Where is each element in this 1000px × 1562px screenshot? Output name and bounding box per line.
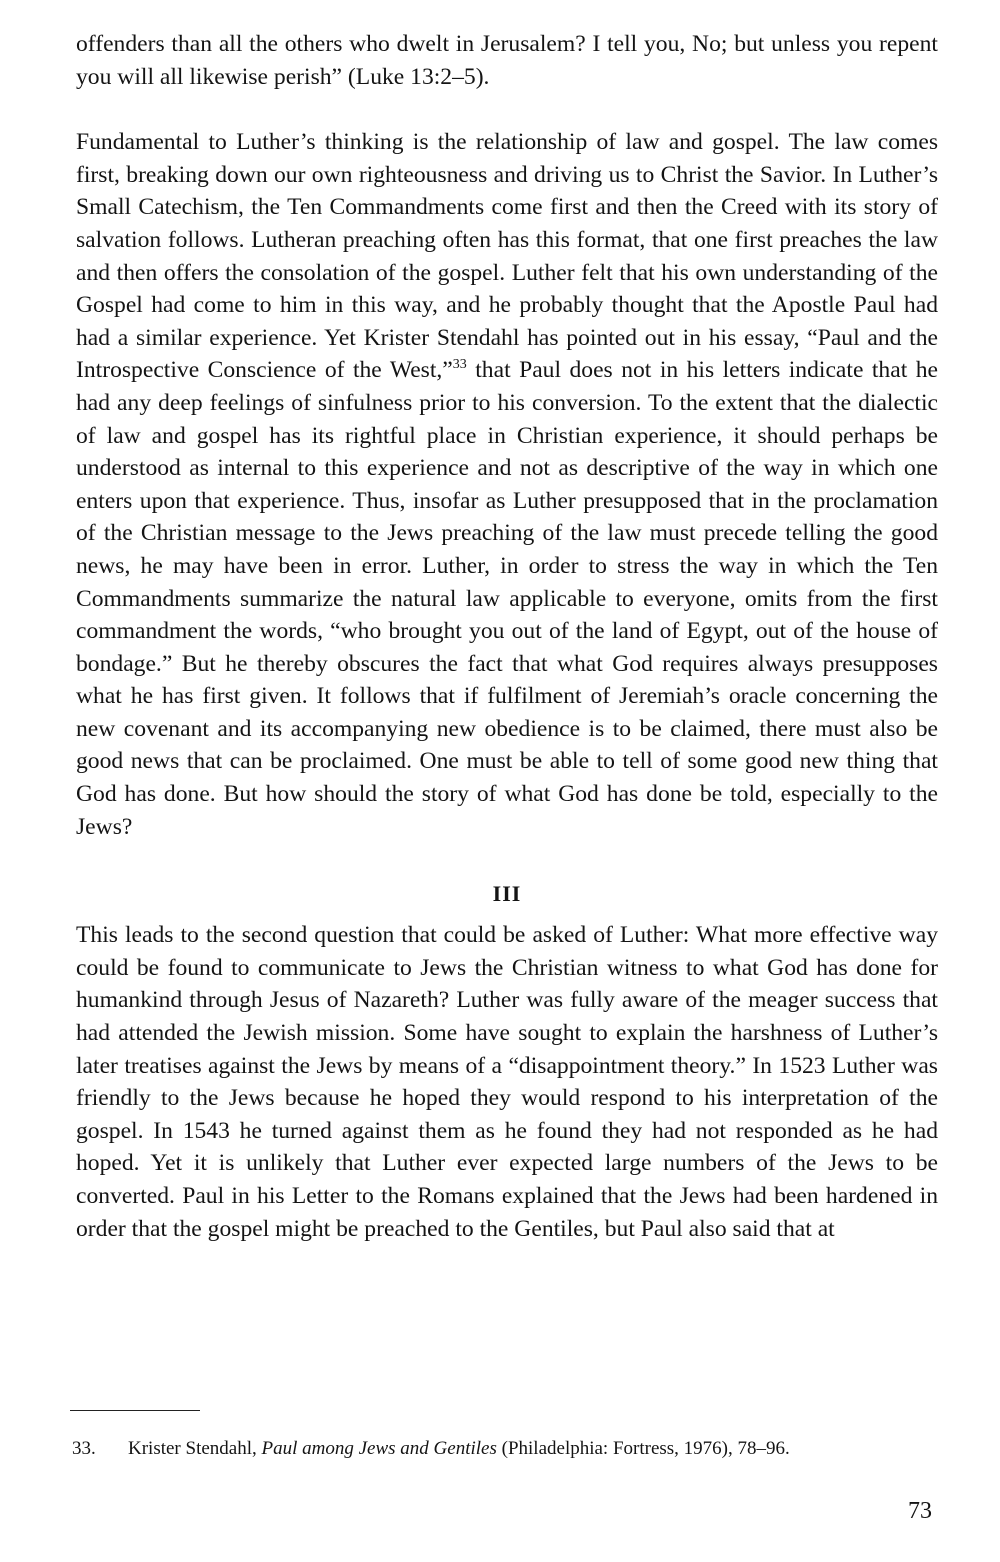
section-heading: III — [492, 881, 522, 907]
footnote-number: 33. — [72, 1438, 96, 1459]
paragraph-text-after-ref: that Paul does not in his letters indicate that he had any deep feelings of sinfulness prior to his conversion. To the extent that the dialectic of law and gospel has its rightful place in Christian experience, it should perhaps be understood as internal to this experience and not as descriptive of the way in which one enters upon that experience. Thus, insofar as Luther presupposed that in the proclamation of the Christian message to the Jews preaching of the law must precede telling the good news, he may have been in error. Luther, in order to stress the way in which the Ten Commandments summarize the natural law applicable to everyone, omits from the first commandment the words, “who brought you out of the land of Egypt, out of the house of bondage.” But he thereby obscures the fact that what God requires always presupposes what he has first given. It follows that if fulfilment of Jeremiah’s oracle concerning the new covenant and its accompanying new obedience is to be claimed, there must also be good news that can be proclaimed. One must be able to tell of some good new thing that God has done. But how should the story of what God has done be told, especially to the Jews? — [76, 357, 938, 840]
footnote-book-title: Paul among Jews and Gentiles — [261, 1438, 497, 1459]
footnote-divider — [70, 1410, 200, 1411]
continuation-paragraph: offenders than all the others who dwelt in Jerusalem? I tell you, No; but unless you repent you will all likewise perish” (Luke 13:2–5). — [76, 31, 938, 90]
footnote-author: Krister Stendahl, — [128, 1438, 262, 1459]
paragraph-text-before-ref: Fundamental to Luther’s thinking is the relationship of law and gospel. The law comes first, breaking down our own righteousness and driving us to Christ the Savior. In Luther’s Small Catechism, the Ten Commandments come first and then the Creed with its story of salvation follows. Lutheran preaching often has this format, that one first preaches the law and then offers the consolation of the gospel. Luther felt that his own understanding of the Gospel had come to him in this way, and he probably thought that the Apostle Paul had had a similar experience. Yet Krister Stendahl has pointed out in his essay, “Paul and the Introspective Conscience of the West,” — [76, 129, 938, 384]
footnote-details: (Philadelphia: Fortress, 1976), 78–96. — [496, 1438, 790, 1459]
second-question-paragraph: This leads to the second question that could be asked of Luther: What more effective way could be found to communicate to Jews the Christian witness to what God has done for humankind through Jesus of Nazareth? Luther was fully aware of the meager success that had attended the Jewish mission. Some have sought to explain the harshness of Luther’s later treatises against the Jews by means of a “disappointment theory.” In 1523 Luther was friendly to the Jews because he hoped they would respond to his interpretation of the gospel. In 1543 he turned against them as he found they had not responded as he had hoped. Yet it is unlikely that Luther ever expected large numbers of the Jews to be converted. Paul in his Letter to the Romans explained that the Jews had been hardened in order that the gospel might be preached to the Gentiles, but Paul also said that at — [76, 922, 938, 1242]
footnote-reference: 33 — [452, 357, 467, 373]
footnote — [72, 1436, 952, 1462]
page-number: 73 — [908, 1498, 932, 1524]
law-and-gospel-paragraph — [76, 126, 938, 843]
